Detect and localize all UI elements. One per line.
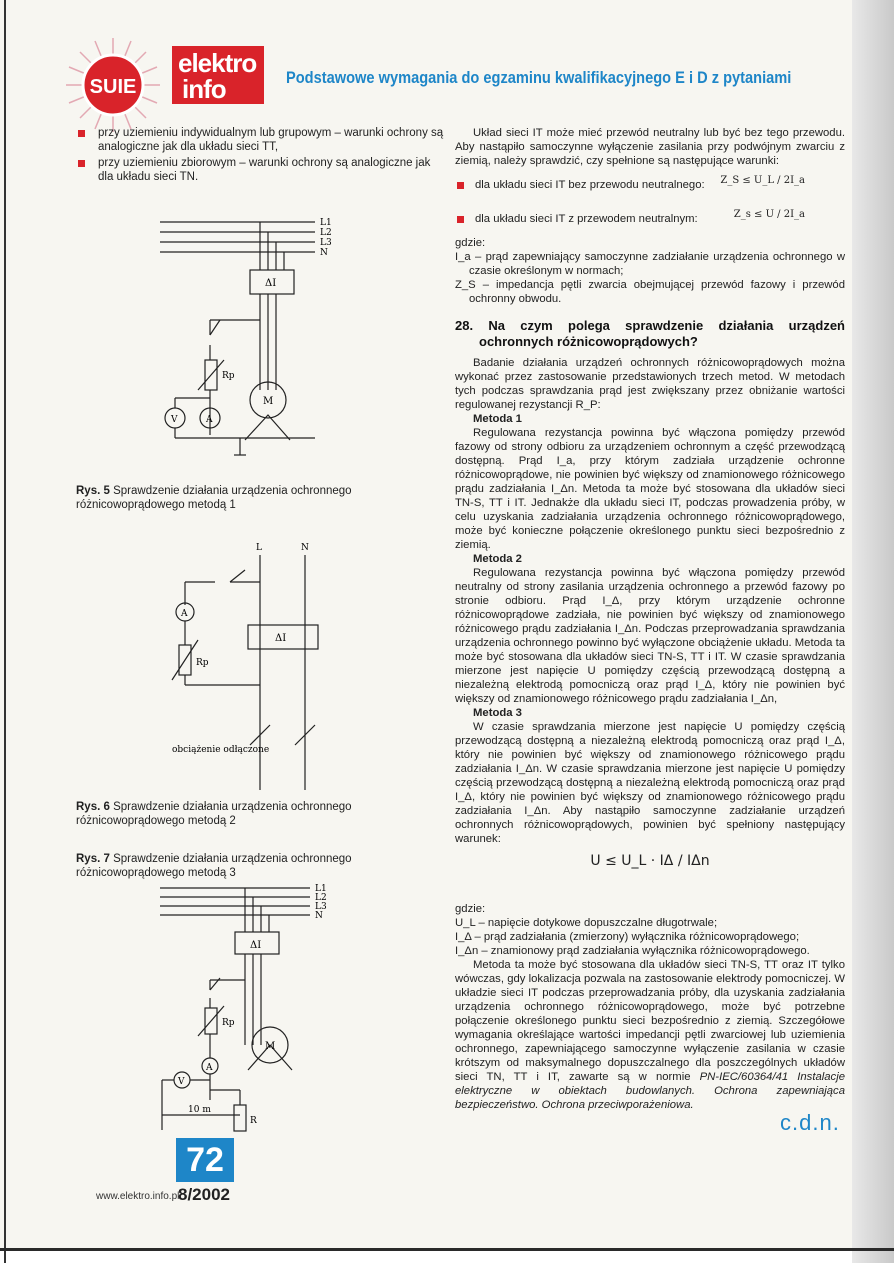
fig7-a: A <box>206 1063 213 1073</box>
scan-edge <box>852 0 894 1263</box>
condition-2-formula: Z_s ≤ U / 2I_a <box>733 209 805 220</box>
fig7-l1: L1 <box>315 884 327 894</box>
condition-1-text: dla układu sieci IT bez przewodu neutralnego: <box>475 179 705 191</box>
right-column <box>455 126 845 1112</box>
fig7-m: M <box>265 1041 276 1052</box>
condition-2-text: dla układu sieci IT z przewodem neutralnym: <box>475 213 698 225</box>
suie-logo <box>66 38 160 132</box>
condition-1 <box>455 175 845 192</box>
footer-issue: 8/2002 <box>178 1185 230 1204</box>
gdzie2-label: gdzie: <box>455 903 486 915</box>
definition-item: Z_S – impedancja pętli zwarcia obejmującej przewód fazowy i przewód ochronny obwodu. <box>455 279 845 305</box>
scan-bottom-edge <box>0 1248 894 1251</box>
method-3-text: W czasie sprawdzania mierzone jest napięcie U pomiędzy częścią przewodzącą dostępną a niezależną elektrodą pomocniczą oraz prąd I_Δ, który nie powinien być większy od znamionowego różnicowego prądu zadziałania I_Δn. W czasie sprawdzania mierzone jest napięcie U pomiędzy częścią przewodzącą dostępną a niezależną elektrodą pomocniczą oraz prąd I_Δ, który nie powinien być większy od znamionowego różnicowego prądu zadziałania I_Δn. Aby nastąpiło samoczynne zadziałanie urządzeń ochronnych różnicowoprądowych, powinien być spełniony następujący warunek: <box>455 721 845 845</box>
fig5-caption-label: Rys. 5 <box>76 485 110 497</box>
fig7-n: N <box>315 911 323 921</box>
fig6-a: A <box>181 609 188 619</box>
logo-elektro: elektro <box>178 48 257 78</box>
final-paragraph <box>455 958 845 1112</box>
fig6-rp: Rp <box>196 658 209 668</box>
fig5-m: M <box>263 396 274 407</box>
logo-info: info <box>182 74 226 104</box>
fig6-n: N <box>301 543 309 553</box>
suie-logo-text: SUIE <box>89 76 137 98</box>
definitions-list <box>455 250 845 306</box>
fig7-caption <box>76 852 436 880</box>
page-number: 72 <box>176 1138 234 1182</box>
norm-reference: PN-IEC/60364/41 Instalacje elektryczne w obiektach budowlanych. Ochrona zapewniająca bezpieczeństwo. Ochrona przeciwporażeniowa. <box>455 1071 845 1111</box>
figure-7-diagram <box>150 880 350 1135</box>
method-1-title: Metoda 1 <box>473 413 522 425</box>
fig7-l2: L2 <box>315 893 327 903</box>
fig6-caption <box>76 800 436 828</box>
fig7-l3: L3 <box>315 902 327 912</box>
fig6-caption-text: Sprawdzenie działania urządzenia ochronnego różnicowoprądowego metodą 2 <box>76 801 352 827</box>
final-text: Metoda ta może być stosowana dla układów sieci TN-S, TT oraz IT tylko wówczas, gdy lokalizacja pozwala na zastosowanie elektrody pomocniczej. W układzie sieci IT podczas przeprowadzania próby, dla uzyskania zadziałania urządzenia ochronnego różnicowoprądowego, może być potrzebne połączenie określonego punktu sieci bezpośrednio z ziemią. Szczegółowe wymagania określające wartości impedancji pętli zwarciowej lub uziemienia ochronnego, zapewniającego samoczynne wyłączenie zasilania w czasie krótszym od maksymalnego dopuszczalnego dla poszczególnych układów sieci TN, TT i IT, zawarte są w normie <box>455 959 845 1083</box>
definition-item: I_Δn – znamionowy prąd zadziałania wyłącznika różnicowoprądowego. <box>455 945 810 957</box>
fig7-r: R <box>250 1116 257 1126</box>
fig5-a: A <box>206 415 213 425</box>
definition-item: I_a – prąd zapewniający samoczynne zadziałanie urządzenia ochronnego w czasie określonym w normach; <box>455 251 845 277</box>
fig5-rcd: ΔI <box>265 278 277 289</box>
fig7-distance: 10 m <box>188 1105 211 1115</box>
question-28-heading: 28. Na czym polega sprawdzenie działania urządzeń ochronnych różnicowoprądowych? <box>455 318 845 349</box>
continued-marker: c.d.n. <box>780 1110 840 1135</box>
footer-url[interactable]: www.elektro.info.pl <box>96 1191 180 1202</box>
methods-intro: Badanie działania urządzeń ochronnych różnicowoprądowych można wykonać przez zastosowanie przedstawionych trzech metod. W metodach tych podczas sprawdzania prąd jest zwiększany przez obniżanie wartości regulowanej rezystancji R_P: <box>455 357 845 411</box>
fig5-l2: L2 <box>320 228 332 238</box>
page-title: Podstawowe wymagania do egzaminu kwalifikacyjnego E i D z pytaniami <box>286 68 792 87</box>
fig7-caption-label: Rys. 7 <box>76 853 110 865</box>
fig5-n: N <box>320 248 328 258</box>
condition-2 <box>455 209 845 226</box>
fig5-l3: L3 <box>320 238 332 248</box>
fig6-load-label: obciążenie odłączone <box>172 745 270 755</box>
gdzie-label: gdzie: <box>455 237 486 249</box>
intro-paragraph: Układ sieci IT może mieć przewód neutralny lub być bez tego przewodu. Aby nastąpiło samoczynne wyłączenie zasilania przy podwójnym zwarciu z ziemią, należy sprawdzić, czy spełnione są następujące warunki: <box>455 127 845 167</box>
method-2-title: Metoda 2 <box>473 553 522 565</box>
fig7-rp: Rp <box>222 1018 235 1028</box>
figure-5-diagram <box>150 210 370 460</box>
fig7-v: V <box>178 1077 185 1087</box>
fig5-v: V <box>171 415 178 425</box>
fig6-rcd: ΔI <box>275 633 287 644</box>
fig5-caption <box>76 484 436 512</box>
figure-6-diagram <box>150 540 350 795</box>
condition-formula: U ≤ U_L · IΔ / IΔn <box>590 853 710 869</box>
fig6-caption-label: Rys. 6 <box>76 801 110 813</box>
fig5-l1: L1 <box>320 218 332 228</box>
condition-1-formula: Z_S ≤ U_L / 2I_a <box>720 175 805 186</box>
fig7-rcd: ΔI <box>250 940 262 951</box>
fig5-rp: Rp <box>222 371 235 381</box>
method-2-text: Regulowana rezystancja powinna być włączona pomiędzy przewód neutralny od strony zasilania urządzenia ochronnego a przewód fazowy po stronie odbioru. Prąd I_Δ, przy którym urządzenie ochronne różnicowoprądowe zadziała, nie powinien być większy od znamionowego różnicowego prądu zadziałania I_Δn. Podczas przeprowadzania sprawdzania urządzenia ochronnego powinno być wyłączone obciążenie układu. Metoda ta może być stosowana dla układów sieci TN-S, TT i IT. W czasie sprawdzania mierzone jest napięcie U pomiędzy częścią przewodzącą dostępną a niezależną elektrodą pomocniczą oraz prąd I_Δ, który nie powinien być większy od znamionowego różnicowego prądu zadziałania I_Δn, <box>455 567 845 705</box>
fig5-caption-text: Sprawdzenie działania urządzenia ochronnego różnicowoprądowego metodą 1 <box>76 485 352 511</box>
method-1-text: Regulowana rezystancja powinna być włączona pomiędzy przewód fazowy od strony odbioru za urządzeniem ochronnym a część przewodzącą dostępną. Prąd I_a, przy którym zadziała urządzenie ochronne różnicowoprądowe, nie powinien być większy od znamionowego różnicowego prądu zadziałania I_Δn. Metoda ta może być stosowana dla układów sieci TN-S, TT i IT. Jednakże dla układu sieci IT, podczas prowadzenia próby, w celu uzyskania zadziałania urządzenia ochronnego różnicowoprądowego, może być konieczne połączenie określonego punktu sieci bezpośrednio z ziemią. <box>455 427 845 551</box>
bullet-item: przy uziemieniu indywidualnym lub grupowym – warunki ochrony są analogiczne jak dla układu sieci TT, <box>76 126 446 154</box>
left-bullets <box>76 126 446 186</box>
definition-item: I_Δ – prąd zadziałania (zmierzony) wyłącznika różnicowoprądowego; <box>455 931 800 943</box>
definition-item: U_L – napięcie dotykowe dopuszczalne długotrwale; <box>455 917 718 929</box>
definitions-list-2 <box>455 916 845 958</box>
scan-left-edge <box>4 0 6 1263</box>
fig7-caption-text: Sprawdzenie działania urządzenia ochronnego różnicowoprądowego metodą 3 <box>76 853 352 879</box>
fig6-l: L <box>256 543 262 553</box>
bullet-item: przy uziemieniu zbiorowym – warunki ochrony są analogiczne jak dla układu sieci TN. <box>76 156 446 184</box>
method-3-title: Metoda 3 <box>473 707 522 719</box>
elektro-info-logo <box>172 46 264 104</box>
